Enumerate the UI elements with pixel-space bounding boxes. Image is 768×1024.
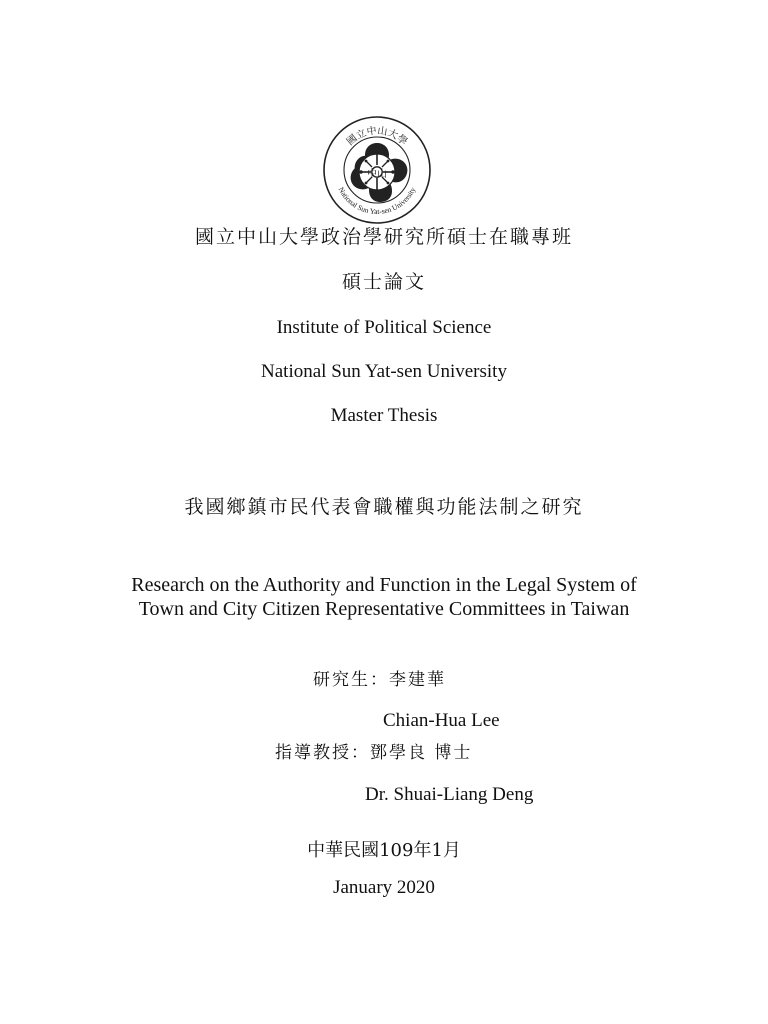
advisor-name-english: Dr. Shuai-Liang Deng [365,784,534,805]
thesis-title-chinese: 我國鄉鎮市民代表會職權與功能法制之研究 [184,496,584,518]
seal-bottom-text: National Sun Yat-sen University [336,185,418,217]
thesis-title-english-line-1: Research on the Authority and Function in the Legal System of [131,574,637,596]
student-name-english: Chian-Hua Lee [383,710,500,731]
date-english: January 2020 [333,877,435,898]
seal-center-text: 中山 [367,169,387,180]
date-chinese: 中華民國109年1月 [307,840,461,861]
degree-title-chinese: 碩士論文 [341,271,426,293]
university-name-english: National Sun Yat-sen University [261,361,507,382]
university-seal-logo [321,114,433,226]
degree-title-english: Master Thesis [330,405,438,426]
thesis-title-english-line-2: Town and City Citizen Representative Committees in Taiwan [138,598,630,620]
student-name-chinese: 研究生：李建華 [313,670,446,690]
advisor-name-chinese: 指導教授：鄧學良 博士 [275,743,473,763]
institute-name-chinese: 國立中山大學政治學研究所碩士在職專班 [194,226,573,248]
seal-top-text: 國立中山大學 [344,125,410,148]
institute-name-english: Institute of Political Science [276,317,492,338]
